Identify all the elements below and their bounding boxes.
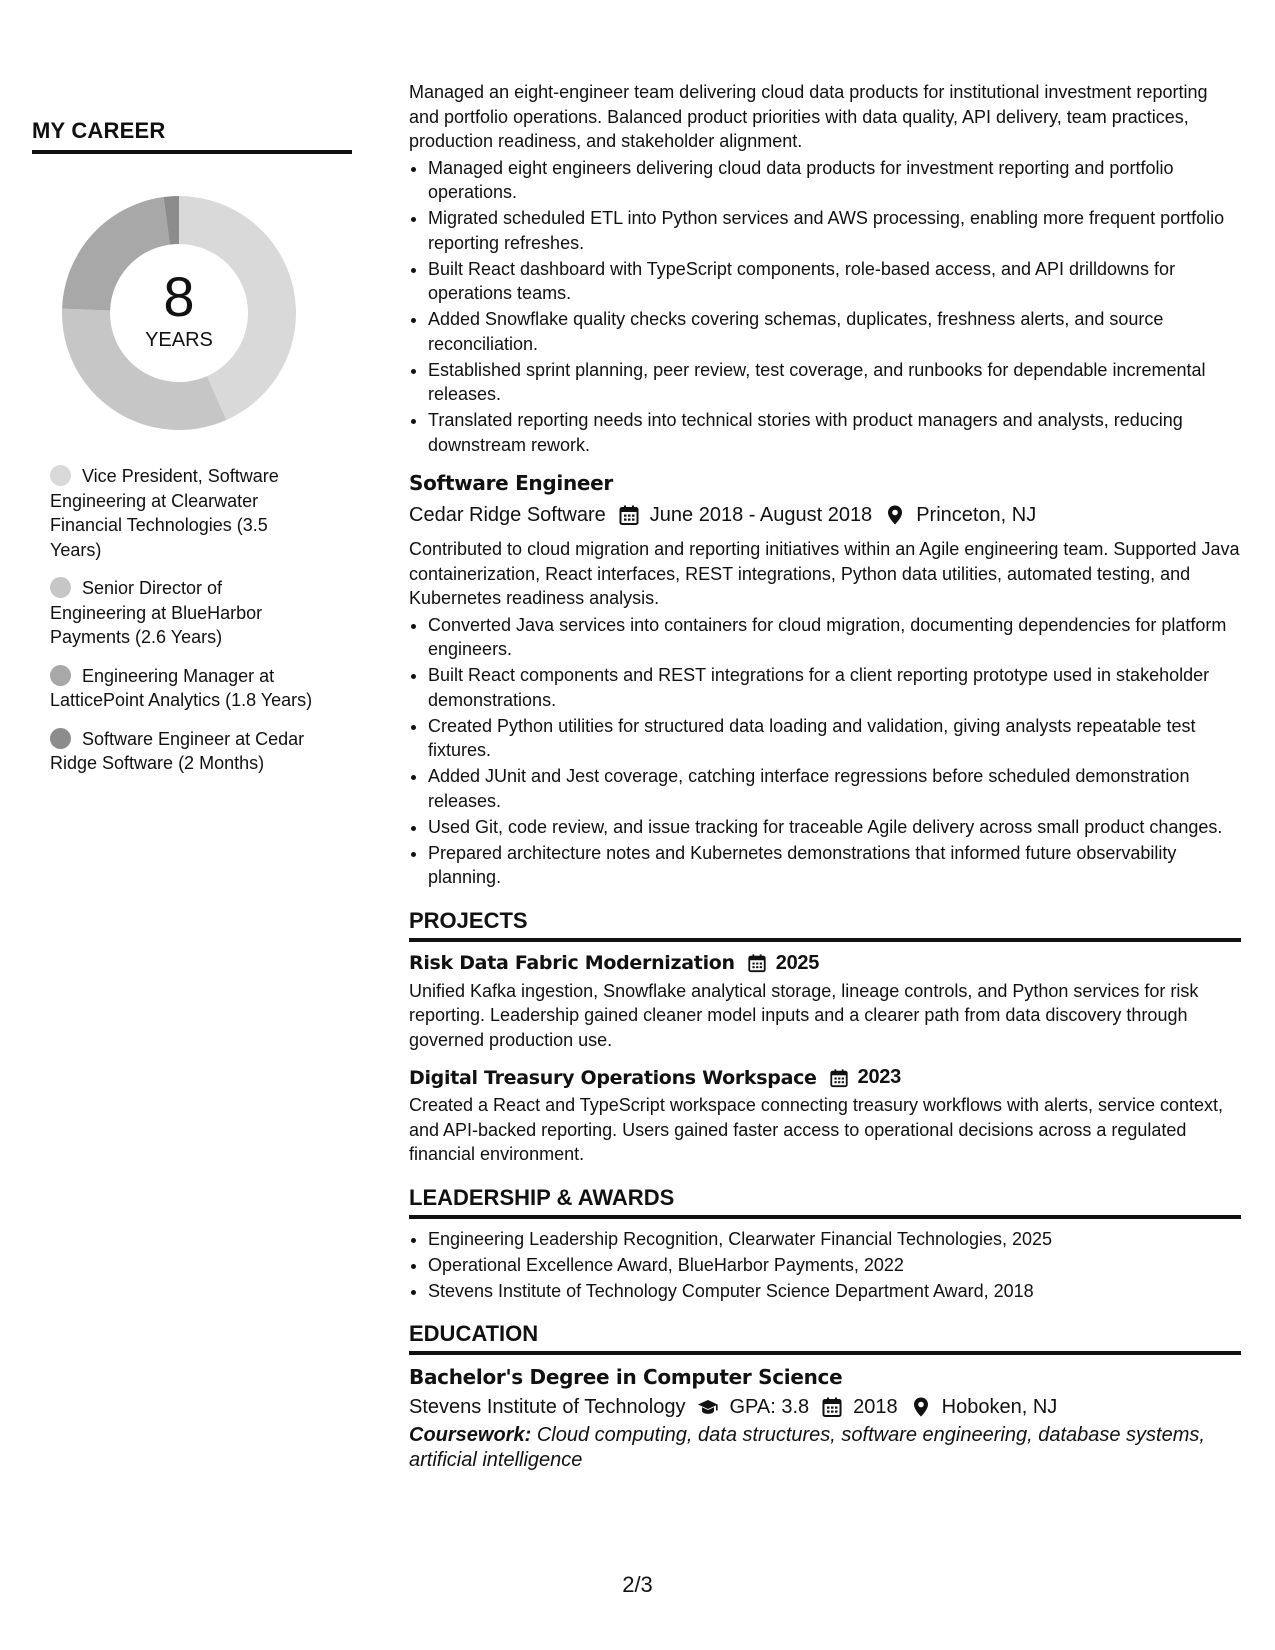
bullet-item: • Converted Java services into containers for cloud migration, documenting dependencies for platform engineers. <box>428 613 1241 662</box>
school-location: Hoboken, NJ <box>941 1396 1058 1418</box>
map-pin-icon <box>884 504 906 526</box>
bullet-item: • Translated reporting needs into technical stories with product managers and analysts, reducing downstream rework. <box>428 408 1241 457</box>
graduation-cap-icon <box>697 1396 719 1418</box>
project-year: 2023 <box>857 1066 901 1088</box>
legend-dot <box>50 728 71 749</box>
calendar-icon <box>821 1396 843 1418</box>
total-years-number: 8 <box>163 265 195 328</box>
job-summary: Contributed to cloud migration and reporting initiatives within an Agile engineering team. Supported Java containerization, React interfaces, REST integrations, Python data utilities, automated testing, and Kubernetes readiness analysis. <box>409 539 1240 608</box>
legend-dot <box>50 665 71 686</box>
bullet-item: • Built React dashboard with TypeScript components, role-based access, and API drilldowns for operations teams. <box>428 257 1241 306</box>
education-meta <box>409 1393 1241 1421</box>
award-item: • Engineering Leadership Recognition, Clearwater Financial Technologies, 2025 <box>428 1227 1241 1252</box>
gpa: GPA: 3.8 <box>729 1396 810 1418</box>
award-item: • Stevens Institute of Technology Computer Science Department Award, 2018 <box>428 1279 1241 1304</box>
career-heading: MY CAREER <box>32 118 352 154</box>
calendar-icon <box>618 504 640 526</box>
donut-center <box>54 188 304 438</box>
legend-label: Senior Director of Engineering at BlueHarbor Payments (2.6 Years) <box>50 578 263 647</box>
education-heading: EDUCATION <box>409 1321 1241 1355</box>
coursework <box>409 1423 1241 1473</box>
legend-label: Engineering Manager at LatticePoint Analytics (1.8 Years) <box>50 665 313 710</box>
project-description: Unified Kafka ingestion, Snowflake analytical storage, lineage controls, and Python services for risk reporting. Leadership gained cleaner model inputs and a clearer path from data discovery through governed production use. <box>409 980 1199 1050</box>
legend-dot <box>50 465 71 486</box>
job-title: Software Engineer <box>409 471 613 495</box>
career-sidebar <box>32 118 352 790</box>
calendar-icon <box>747 953 767 973</box>
coursework-text: Cloud computing, data structures, software engineering, database systems, artificial intelligence <box>409 1424 1205 1471</box>
bullet-item: • Established sprint planning, peer review, test coverage, and runbooks for dependable incremental releases. <box>428 358 1241 407</box>
school-name: Stevens Institute of Technology <box>409 1396 686 1418</box>
job-bullets <box>409 613 1241 890</box>
legend-dot <box>50 577 71 598</box>
award-item: • Operational Excellence Award, BlueHarbor Payments, 2022 <box>428 1253 1241 1278</box>
graduation-year: 2018 <box>853 1396 898 1418</box>
legend-item <box>50 664 320 713</box>
project-title: Risk Data Fabric Modernization <box>409 952 735 974</box>
bullet-item: • Managed eight engineers delivering cloud data products for investment reporting and portfolio operations. <box>428 156 1241 205</box>
job-location: Princeton, NJ <box>916 504 1037 526</box>
legend-label: Vice President, Software Engineering at Clearwater Financial Technologies (3.5 Years) <box>50 466 279 560</box>
bullet-item: • Created Python utilities for structured data loading and validation, giving analysts repeatable test fixtures. <box>428 714 1241 763</box>
page-number: 2/3 <box>622 1572 653 1597</box>
project-title-row <box>409 952 1241 975</box>
project-year: 2025 <box>775 951 820 974</box>
job-meta <box>409 501 1241 529</box>
role-bullets <box>409 156 1241 458</box>
total-years-label: YEARS <box>145 329 213 351</box>
project-title: Digital Treasury Operations Workspace <box>409 1066 817 1089</box>
awards-heading: LEADERSHIP & AWARDS <box>409 1185 1241 1219</box>
main-column <box>409 80 1241 1473</box>
bullet-item: • Prepared architecture notes and Kubernetes demonstrations that informed future observability planning. <box>428 841 1241 890</box>
map-pin-icon <box>910 1396 932 1418</box>
projects-heading: PROJECTS <box>409 908 1241 942</box>
awards-list <box>409 1227 1241 1304</box>
legend-item <box>50 464 320 562</box>
legend-item <box>50 727 320 776</box>
legend-label: Software Engineer at Cedar Ridge Software (2 Months) <box>50 728 305 773</box>
bullet-item: • Migrated scheduled ETL into Python services and AWS processing, enabling more frequent portfolio reporting refreshes. <box>428 206 1241 255</box>
project-title-row <box>409 1066 1241 1089</box>
bullet-item: • Used Git, code review, and issue tracking for traceable Agile delivery across small product changes. <box>428 815 1241 840</box>
bullet-item: • Added Snowflake quality checks covering schemas, duplicates, freshness alerts, and source reconciliation. <box>428 307 1241 356</box>
bullet-item: • Built React components and REST integrations for a client reporting prototype used in stakeholder demonstrations. <box>428 663 1241 712</box>
coursework-label: Coursework: <box>409 1424 532 1446</box>
calendar-icon <box>829 1068 849 1088</box>
degree-title: Bachelor's Degree in Computer Science <box>409 1365 843 1389</box>
career-donut-chart <box>54 188 304 438</box>
bullet-item: • Added JUnit and Jest coverage, catching interface regressions before scheduled demonstration releases. <box>428 764 1241 813</box>
job-company: Cedar Ridge Software <box>409 504 606 526</box>
legend-item <box>50 576 320 650</box>
project-description: Created a React and TypeScript workspace connecting treasury workflows with alerts, service context, and API-backed reporting. Users gained faster access to operational decisions across a regulated financial environment. <box>409 1095 1224 1164</box>
role-summary: Managed an eight-engineer team delivering cloud data products for institutional investment reporting and portfolio operations. Balanced product priorities with data quality, API delivery, team practices, production readiness, and stakeholder alignment. <box>409 82 1208 151</box>
job-dates: June 2018 - August 2018 <box>649 504 873 526</box>
career-legend <box>50 464 320 776</box>
